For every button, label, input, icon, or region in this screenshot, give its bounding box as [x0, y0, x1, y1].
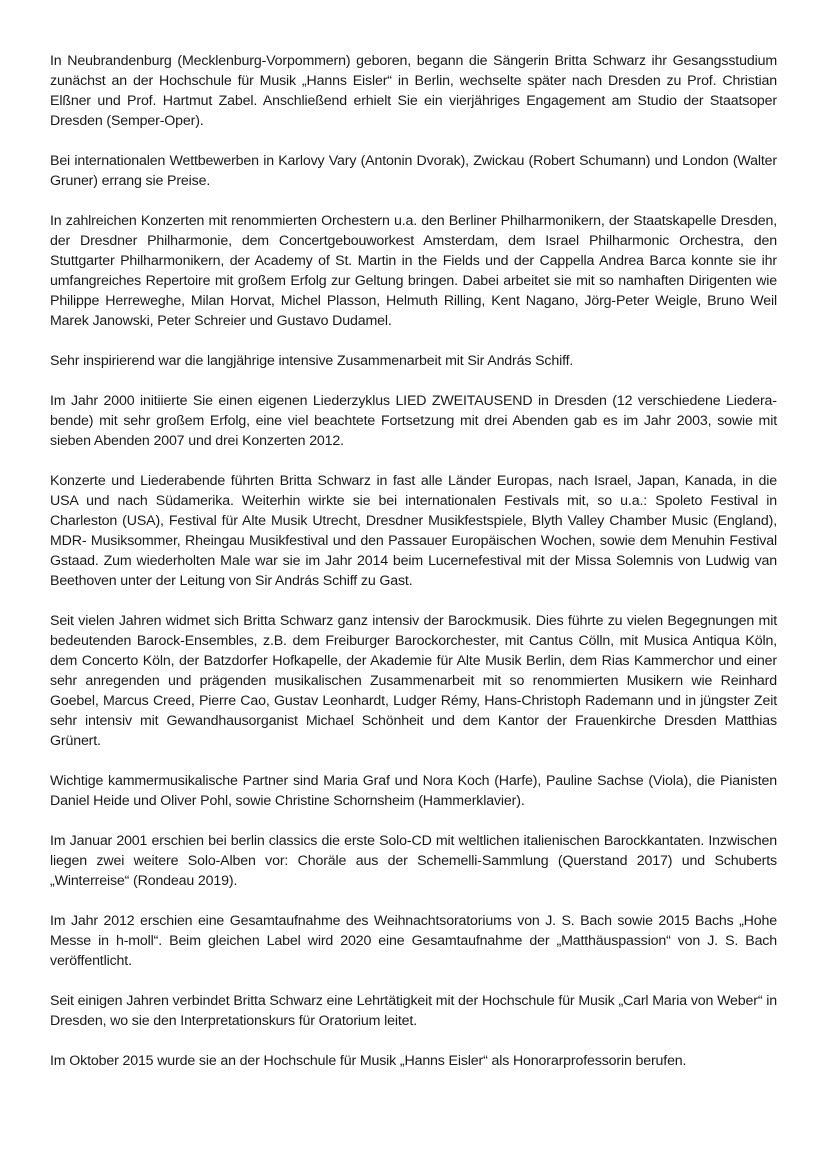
paragraph-birth-and-studies: In Neubrandenburg (Mecklenburg-Vorpommern) geboren, begann die Sängerin Britta Schwarz ihr Gesangsstudium zunächst an der Hochschule für Musik „Hanns Eisler“ in Berlin, wechselte später nach Dresden zu Prof. Christian Elßner und Prof. Hartmut Zabel. Anschließend erhielt Sie ein vierjähriges Engagement am Studio der Staatsoper Dresden (Semper-Oper).	[50, 53, 777, 129]
paragraph-competitions: Bei internationalen Wettbewerben in Karlovy Vary (Antonin Dvorak), Zwickau (Robert Schumann) und London (Walter Gruner) errang sie Preise.	[50, 153, 777, 189]
paragraph-teaching: Seit einigen Jahren verbindet Britta Schwarz eine Lehrtätigkeit mit der Hochschule für Musik „Carl Maria von Weber“ in Dresden, wo sie den Interpretationskurs für Oratorium leitet.	[50, 993, 777, 1029]
paragraph-professorship: Im Oktober 2015 wurde sie an der Hochschule für Musik „Hanns Eisler“ als Honorarprofessorin berufen.	[50, 1053, 687, 1069]
paragraph-orchestras: In zahlreichen Konzerten mit renommierten Orchestern u.a. den Berliner Philharmonikern, der Staatskapelle Dresden, der Dresdner Philharmonie, dem Concertgebouworkest Amsterdam, dem Israel Philharmonic Orchestra, den Stuttgarter Philharmonikern, der Academy of St. Martin in the Fields und der Cappella Andrea Barca konnte sie ihr umfangreiches Repertoire mit großem Erfolg zur Geltung bringen. Dabei arbeitet sie mit so namhaften Dirigenten wie Philippe Herreweghe, Milan Horvat, Michel Plasson, Helmuth Rilling, Kent Nagano, Jörg-Peter Weigle, Bruno Weil Marek Janowski, Peter Schreier und Gustavo Dudamel.	[50, 213, 777, 329]
paragraph-bach-recordings: Im Jahr 2012 erschien eine Gesamtaufnahme des Weihnachtsoratoriums von J. S. Bach sowie 2015 Bachs „Hohe Messe in h-moll“. Beim gleichen Label wird 2020 eine Gesamtaufnahme der „Matthäuspassion“ von J. S. Bach veröffentlicht.	[50, 913, 777, 969]
paragraph-baroque: Seit vielen Jahren widmet sich Britta Schwarz ganz intensiv der Barockmusik. Dies führte zu vielen Begegnungen mit bedeutenden Barock-Ensembles, z.B. dem Freiburger Barockorchester, mit Cantus Cölln, mit Musica Antiqua Köln, dem Concerto Köln, der Batzdorfer Hofkapelle, der Akademie für Alte Musik Berlin, dem Rias Kammerchor und einer sehr anregenden und prägenden musikalischen Zusammenarbeit mit so renommierten Musikern wie Reinhard Goebel, Marcus Creed, Pierre Cao, Gustav Leonhardt, Ludger Rémy, Hans-Christoph Rademann und in jüngster Zeit sehr intensiv mit Gewandhausorganist Michael Schönheit und dem Kantor der Frauenkirche Dresden Matthias Grünert.	[50, 613, 777, 749]
paragraph-solo-cds: Im Januar 2001 erschien bei berlin classics die erste Solo-CD mit weltlichen italienischen Barockkantaten. Inzwischen liegen zwei weitere Solo-Alben vor: Choräle aus der Schemelli-Sammlung (Querstand 2017) und Schuberts „Winterreise“ (Rondeau 2019).	[50, 833, 777, 889]
paragraph-schiff: Sehr inspirierend war die langjährige intensive Zusammenarbeit mit Sir András Schiff.	[50, 353, 574, 369]
paragraph-lied-zweitausend: Im Jahr 2000 initiierte Sie einen eigenen Liederzyklus LIED ZWEITAUSEND in Dresden (12 verschiedene Liederabende) mit sehr großem Erfolg, eine viel beachtete Fortsetzung mit drei Abenden gab es im Jahr 2003, sowie mit sieben Abenden 2007 und drei Konzerten 2012.	[50, 393, 777, 449]
biography-text	[50, 51, 777, 1091]
paragraph-chamber-partners: Wichtige kammermusikalische Partner sind Maria Graf und Nora Koch (Harfe), Pauline Sachse (Viola), die Pianisten Daniel Heide und Oliver Pohl, sowie Christine Schornsheim (Hammerklavier).	[50, 773, 777, 809]
paragraph-concerts-festivals: Konzerte und Liederabende führten Britta Schwarz in fast alle Länder Europas, nach Israel, Japan, Kanada, in die USA und nach Südamerika. Weiterhin wirkte sie bei internationalen Festivals mit, so u.a.: Spoleto Festival in Charleston (USA), Festival für Alte Musik Utrecht, Dresdner Musikfestspiele, Blyth Valley Chamber Music (England), MDR- Musiksommer, Rheingau Musikfestival und den Passauer Europäischen Wochen, sowie dem Menuhin Festival Gstaad. Zum wiederholten Male war sie im Jahr 2014 beim Lucernefestival mit der Missa Solemnis von Ludwig van Beethoven unter der Leitung von Sir András Schiff zu Gast.	[50, 473, 777, 589]
